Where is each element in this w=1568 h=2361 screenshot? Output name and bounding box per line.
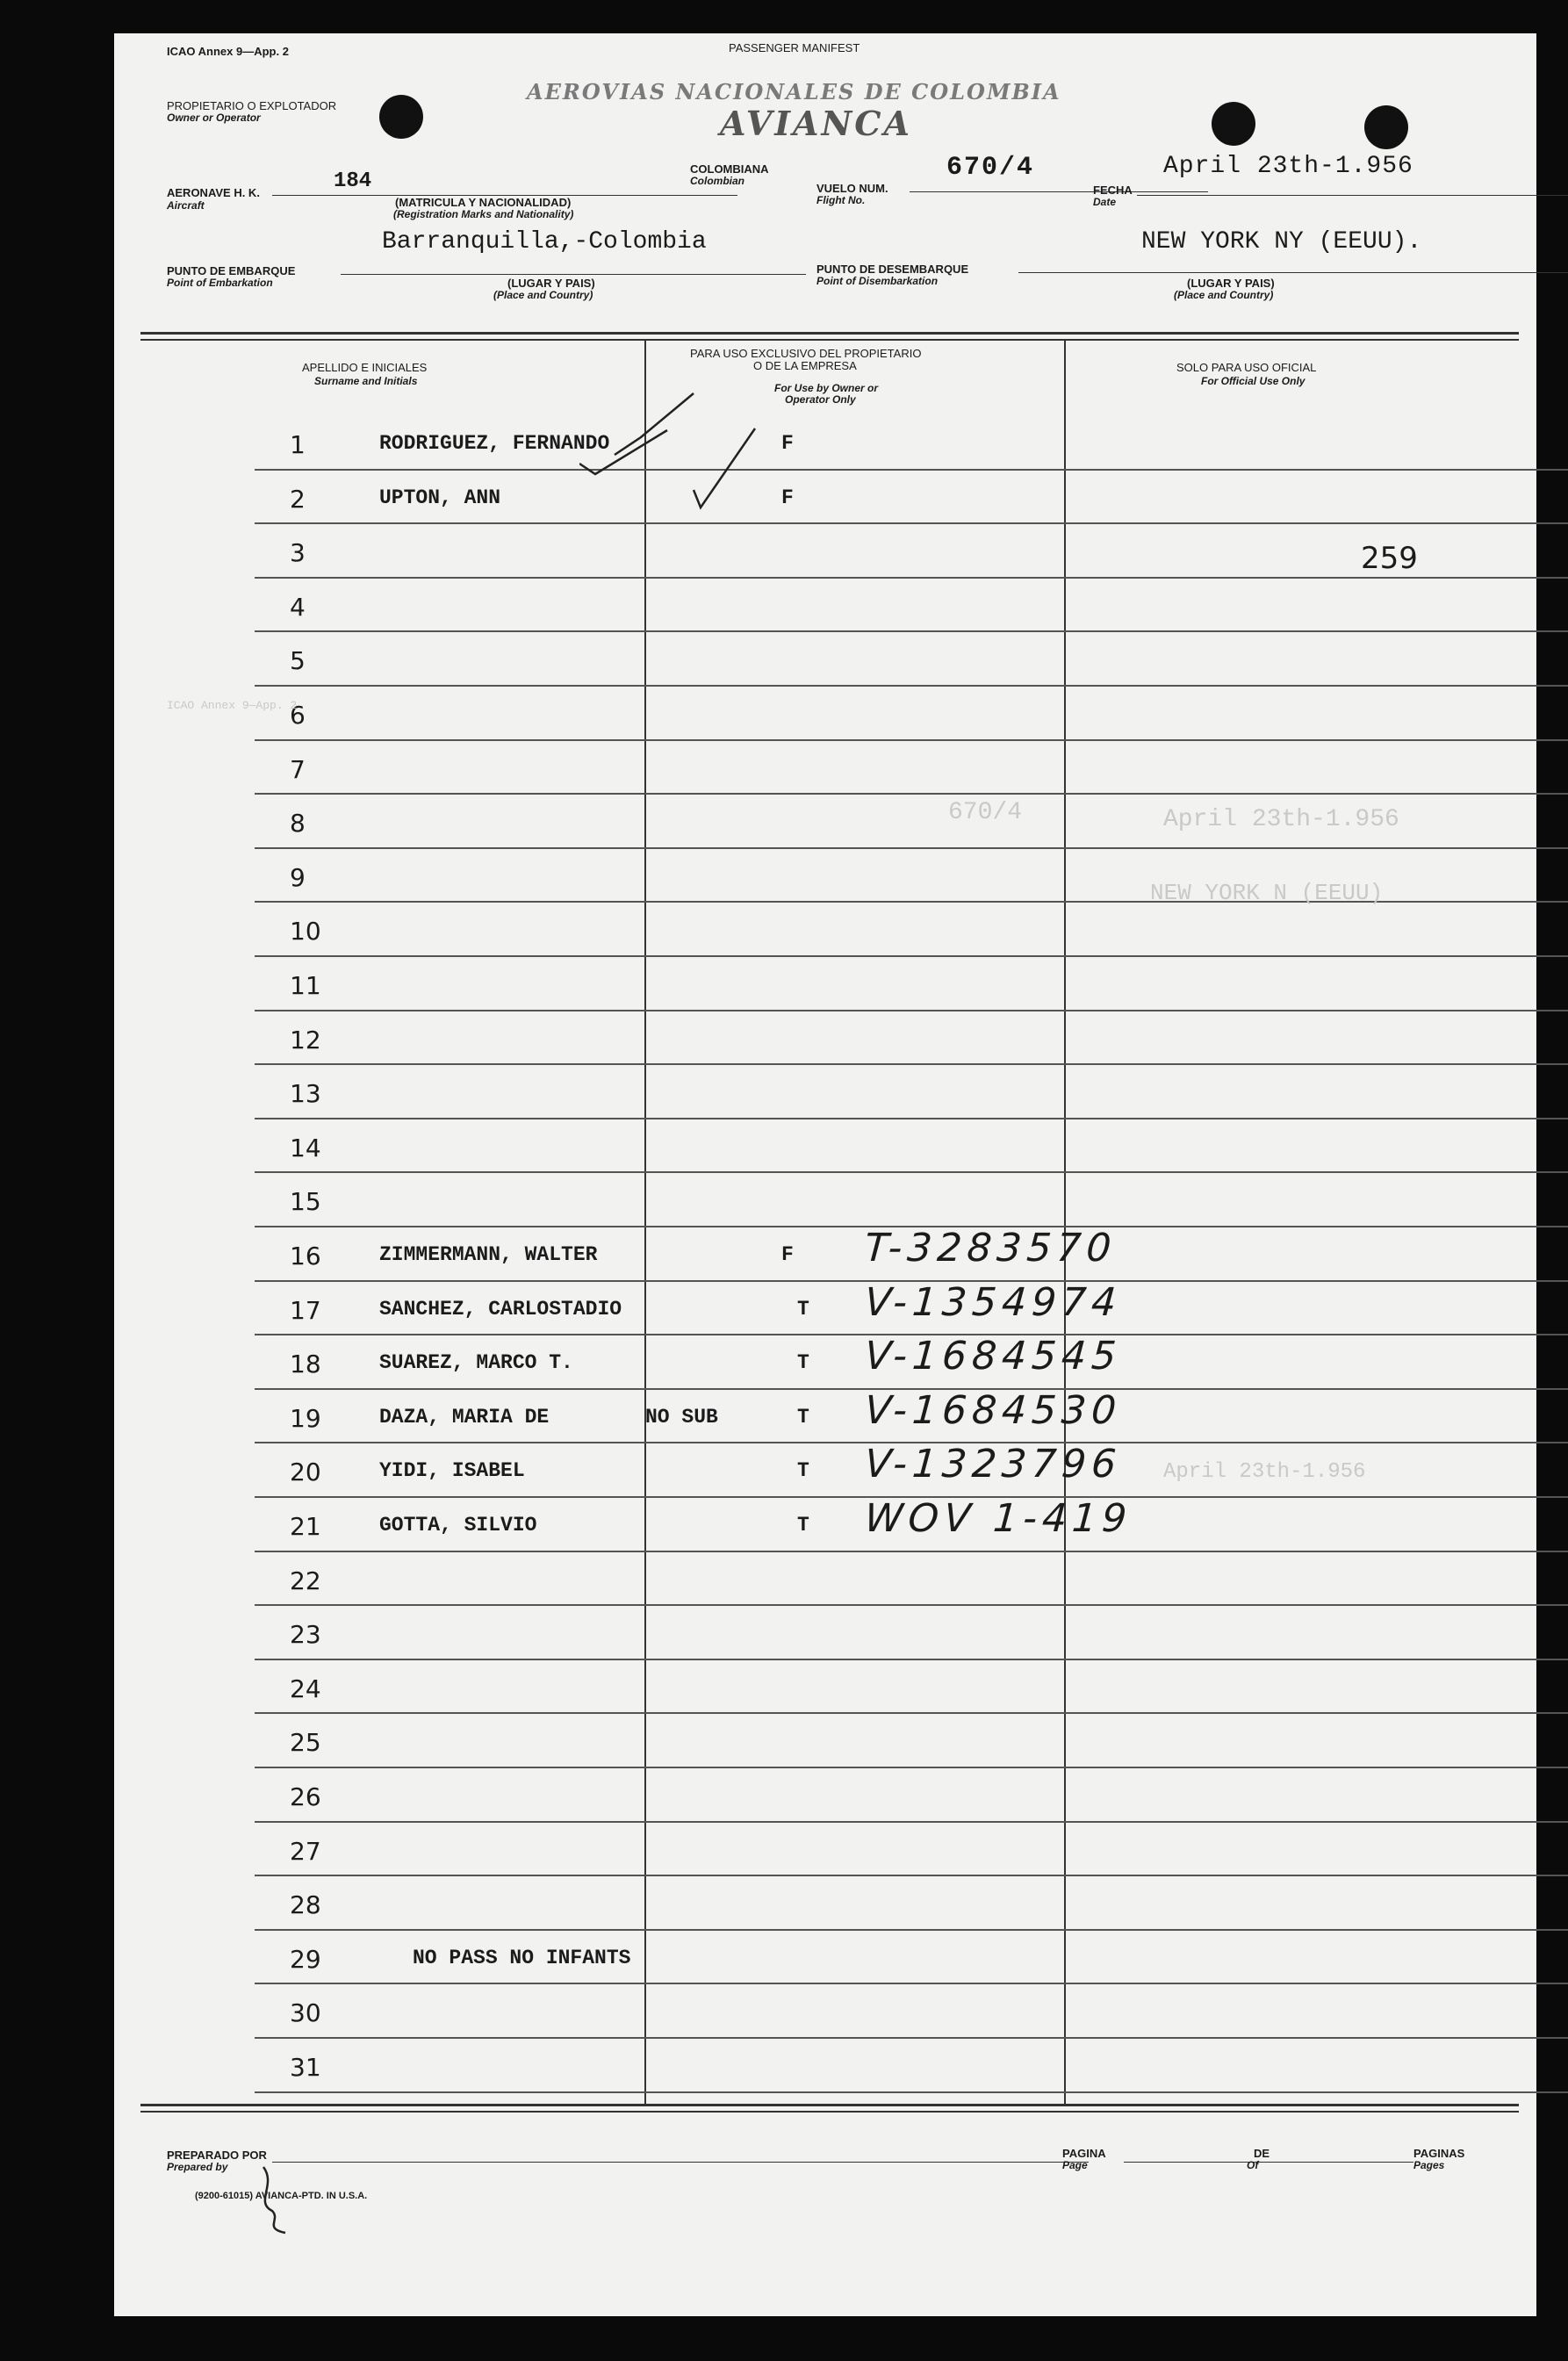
row-rule bbox=[255, 577, 1568, 579]
date-label-en: Date bbox=[1093, 196, 1117, 208]
row-rule bbox=[255, 793, 1568, 795]
row-rule bbox=[255, 1712, 1568, 1714]
prepared-label-en: Prepared by bbox=[167, 2161, 228, 2173]
of-label: DE bbox=[1254, 2147, 1270, 2160]
row-rule bbox=[255, 1171, 1568, 1173]
row-rule bbox=[255, 2091, 1568, 2093]
date-label: FECHA bbox=[1093, 184, 1133, 197]
row-rule bbox=[255, 685, 1568, 687]
form-code: ICAO Annex 9—App. 2 bbox=[167, 45, 289, 58]
row-rule bbox=[255, 630, 1568, 632]
row-rule bbox=[255, 1659, 1568, 1660]
passenger-name: GOTTA, SILVIO bbox=[379, 1514, 537, 1537]
row-number: 26 bbox=[290, 1782, 321, 1811]
ghost-flight: 670/4 bbox=[948, 799, 1023, 826]
aircraft-label: AERONAVE H. K. bbox=[167, 186, 260, 199]
embark-label: PUNTO DE EMBARQUE bbox=[167, 264, 296, 277]
aircraft-label-en: Aircraft bbox=[167, 199, 205, 212]
passenger-name: NO PASS NO INFANTS bbox=[413, 1946, 631, 1969]
row-number: 1 bbox=[290, 430, 306, 459]
name-header: APELLIDO E INICIALES bbox=[302, 361, 428, 374]
nationality-value-en: Colombian bbox=[690, 175, 744, 187]
official-header-en: For Official Use Only bbox=[1201, 375, 1305, 387]
disembark-value: NEW YORK NY (EEUU). bbox=[1141, 228, 1422, 256]
registration-caption-en: (Registration Marks and Nationality) bbox=[393, 208, 574, 220]
operator-code: T bbox=[797, 1514, 809, 1537]
embark-value: Barranquilla,-Colombia bbox=[382, 228, 707, 256]
operator-code: T bbox=[797, 1405, 809, 1429]
row-rule bbox=[255, 1821, 1568, 1823]
manifest-title: PASSENGER MANIFEST bbox=[729, 41, 860, 54]
row-rule bbox=[255, 1010, 1568, 1011]
row-number: 3 bbox=[290, 538, 306, 568]
ghost-form-code: ICAO Annex 9—App. 2 bbox=[167, 699, 298, 712]
row-rule bbox=[255, 955, 1568, 957]
row-number: 25 bbox=[290, 1728, 321, 1758]
aircraft-value: 184 bbox=[334, 169, 372, 193]
row-number: 19 bbox=[290, 1403, 321, 1433]
operator-code: T bbox=[797, 1351, 809, 1375]
row-number: 14 bbox=[290, 1133, 321, 1163]
row-number: 30 bbox=[290, 1998, 321, 2028]
operator-header-en-2: Operator Only bbox=[785, 393, 856, 406]
row-number: 23 bbox=[290, 1620, 321, 1650]
operator-code: F bbox=[781, 432, 794, 455]
owner-label: PROPIETARIO O EXPLOTADOR bbox=[167, 99, 337, 112]
airline-line: AEROVIAS NACIONALES DE COLOMBIA bbox=[527, 79, 1061, 104]
row-number: 10 bbox=[290, 917, 321, 947]
passenger-name: SUAREZ, MARCO T. bbox=[379, 1351, 573, 1375]
pages-label: PAGINAS bbox=[1413, 2147, 1465, 2160]
row-number: 28 bbox=[290, 1890, 321, 1920]
passenger-name: UPTON, ANN bbox=[379, 486, 501, 509]
of-label-en: Of bbox=[1247, 2159, 1259, 2171]
page-label-en: Page bbox=[1062, 2159, 1088, 2171]
operator-header-2: O DE LA EMPRESA bbox=[753, 359, 857, 372]
row-rule bbox=[255, 739, 1568, 741]
place-caption-en: (Place and Country) bbox=[493, 289, 593, 301]
place-caption-en-2: (Place and Country) bbox=[1174, 289, 1274, 301]
row-rule bbox=[255, 1983, 1568, 1984]
operator-header-1: PARA USO EXCLUSIVO DEL PROPIETARIO bbox=[690, 347, 922, 360]
signature-icon bbox=[246, 2158, 307, 2237]
row-number: 11 bbox=[290, 971, 321, 1000]
row-number: 17 bbox=[290, 1295, 321, 1325]
row-number: 29 bbox=[290, 1944, 321, 1974]
visa-number: V-1684545 bbox=[863, 1334, 1123, 1379]
passenger-name: YIDI, ISABEL bbox=[379, 1459, 525, 1483]
pages-label-en: Pages bbox=[1413, 2159, 1445, 2171]
airline-name: AVIANCA bbox=[720, 104, 912, 143]
place-caption: (LUGAR Y PAIS) bbox=[507, 277, 595, 290]
ghost-date-2: April 23th-1.956 bbox=[1163, 1460, 1366, 1484]
row-number: 7 bbox=[290, 754, 306, 784]
flight-value: 670/4 bbox=[946, 153, 1035, 183]
row-number: 21 bbox=[290, 1512, 321, 1541]
printer-line: (9200-61015) AVIANCA-PTD. IN U.S.A. bbox=[195, 2191, 368, 2201]
prepared-label: PREPARADO POR bbox=[167, 2149, 267, 2162]
ghost-destination: NEW YORK N (EEUU) bbox=[1150, 880, 1384, 906]
place-caption-2: (LUGAR Y PAIS) bbox=[1187, 277, 1275, 290]
row-number: 13 bbox=[290, 1079, 321, 1109]
owner-label-en: Owner or Operator bbox=[167, 112, 261, 124]
disembark-label-en: Point of Disembarkation bbox=[816, 275, 939, 287]
nationality-value: COLOMBIANA bbox=[690, 162, 769, 176]
official-header: SOLO PARA USO OFICIAL bbox=[1176, 361, 1317, 374]
operator-code: F bbox=[781, 1243, 794, 1266]
row-rule bbox=[255, 469, 1568, 471]
row-rule bbox=[255, 1767, 1568, 1768]
operator-header-en-1: For Use by Owner or bbox=[774, 382, 879, 394]
row-number: 12 bbox=[290, 1025, 321, 1055]
passenger-name: SANCHEZ, CARLOSTADIO bbox=[379, 1297, 622, 1321]
row-number: 8 bbox=[290, 809, 306, 839]
row-rule bbox=[255, 1604, 1568, 1606]
manifest-sheet bbox=[114, 33, 1536, 2316]
row-number: 15 bbox=[290, 1187, 321, 1217]
registration-caption: (MATRICULA Y NACIONALIDAD) bbox=[395, 196, 572, 209]
passenger-note: NO SUB bbox=[645, 1405, 718, 1429]
row-rule bbox=[255, 1118, 1568, 1119]
row-number: 6 bbox=[290, 701, 306, 730]
ghost-date: April 23th-1.956 bbox=[1163, 806, 1399, 833]
row-number: 24 bbox=[290, 1674, 321, 1703]
embark-label-en: Point of Embarkation bbox=[167, 277, 273, 289]
official-note: 259 bbox=[1361, 541, 1418, 576]
visa-number: T-3283570 bbox=[863, 1226, 1118, 1270]
visa-number: V-1354974 bbox=[863, 1279, 1123, 1325]
row-number: 31 bbox=[290, 2053, 321, 2082]
row-rule bbox=[255, 1929, 1568, 1931]
page-label: PAGINA bbox=[1062, 2147, 1106, 2160]
row-rule bbox=[255, 1063, 1568, 1065]
punch-hole bbox=[1212, 102, 1255, 146]
row-number: 16 bbox=[290, 1242, 321, 1270]
row-number: 2 bbox=[290, 484, 306, 514]
punch-hole bbox=[379, 95, 423, 139]
row-number: 27 bbox=[290, 1836, 321, 1866]
row-number: 18 bbox=[290, 1350, 321, 1379]
passenger-name: DAZA, MARIA DE bbox=[379, 1405, 550, 1429]
visa-number: V-1323796 bbox=[863, 1442, 1123, 1487]
disembark-label: PUNTO DE DESEMBARQUE bbox=[816, 263, 969, 276]
row-rule bbox=[255, 1551, 1568, 1552]
flight-label: VUELO NUM. bbox=[816, 182, 888, 195]
row-number: 5 bbox=[290, 646, 306, 676]
row-number: 22 bbox=[290, 1566, 321, 1595]
row-rule bbox=[255, 522, 1568, 524]
flight-label-en: Flight No. bbox=[816, 194, 866, 206]
row-number: 20 bbox=[290, 1458, 321, 1487]
date-value: April 23th-1.956 bbox=[1163, 153, 1413, 180]
check-mark-icon bbox=[579, 367, 843, 578]
visa-number: WOV 1-419 bbox=[863, 1496, 1133, 1541]
column-divider bbox=[1064, 341, 1066, 2105]
row-rule bbox=[255, 2037, 1568, 2039]
punch-hole bbox=[1364, 105, 1408, 149]
column-divider bbox=[644, 341, 646, 2105]
operator-code: F bbox=[781, 486, 794, 509]
passenger-name: ZIMMERMANN, WALTER bbox=[379, 1243, 598, 1266]
row-rule bbox=[255, 1875, 1568, 1876]
operator-code: T bbox=[797, 1297, 809, 1321]
name-header-en: Surname and Initials bbox=[314, 375, 418, 387]
row-number: 4 bbox=[290, 592, 306, 622]
row-number: 9 bbox=[290, 862, 306, 892]
row-rule bbox=[255, 847, 1568, 849]
passenger-name: RODRIGUEZ, FERNANDO bbox=[379, 432, 610, 455]
operator-code: T bbox=[797, 1459, 809, 1483]
visa-number: V-1684530 bbox=[863, 1387, 1123, 1433]
